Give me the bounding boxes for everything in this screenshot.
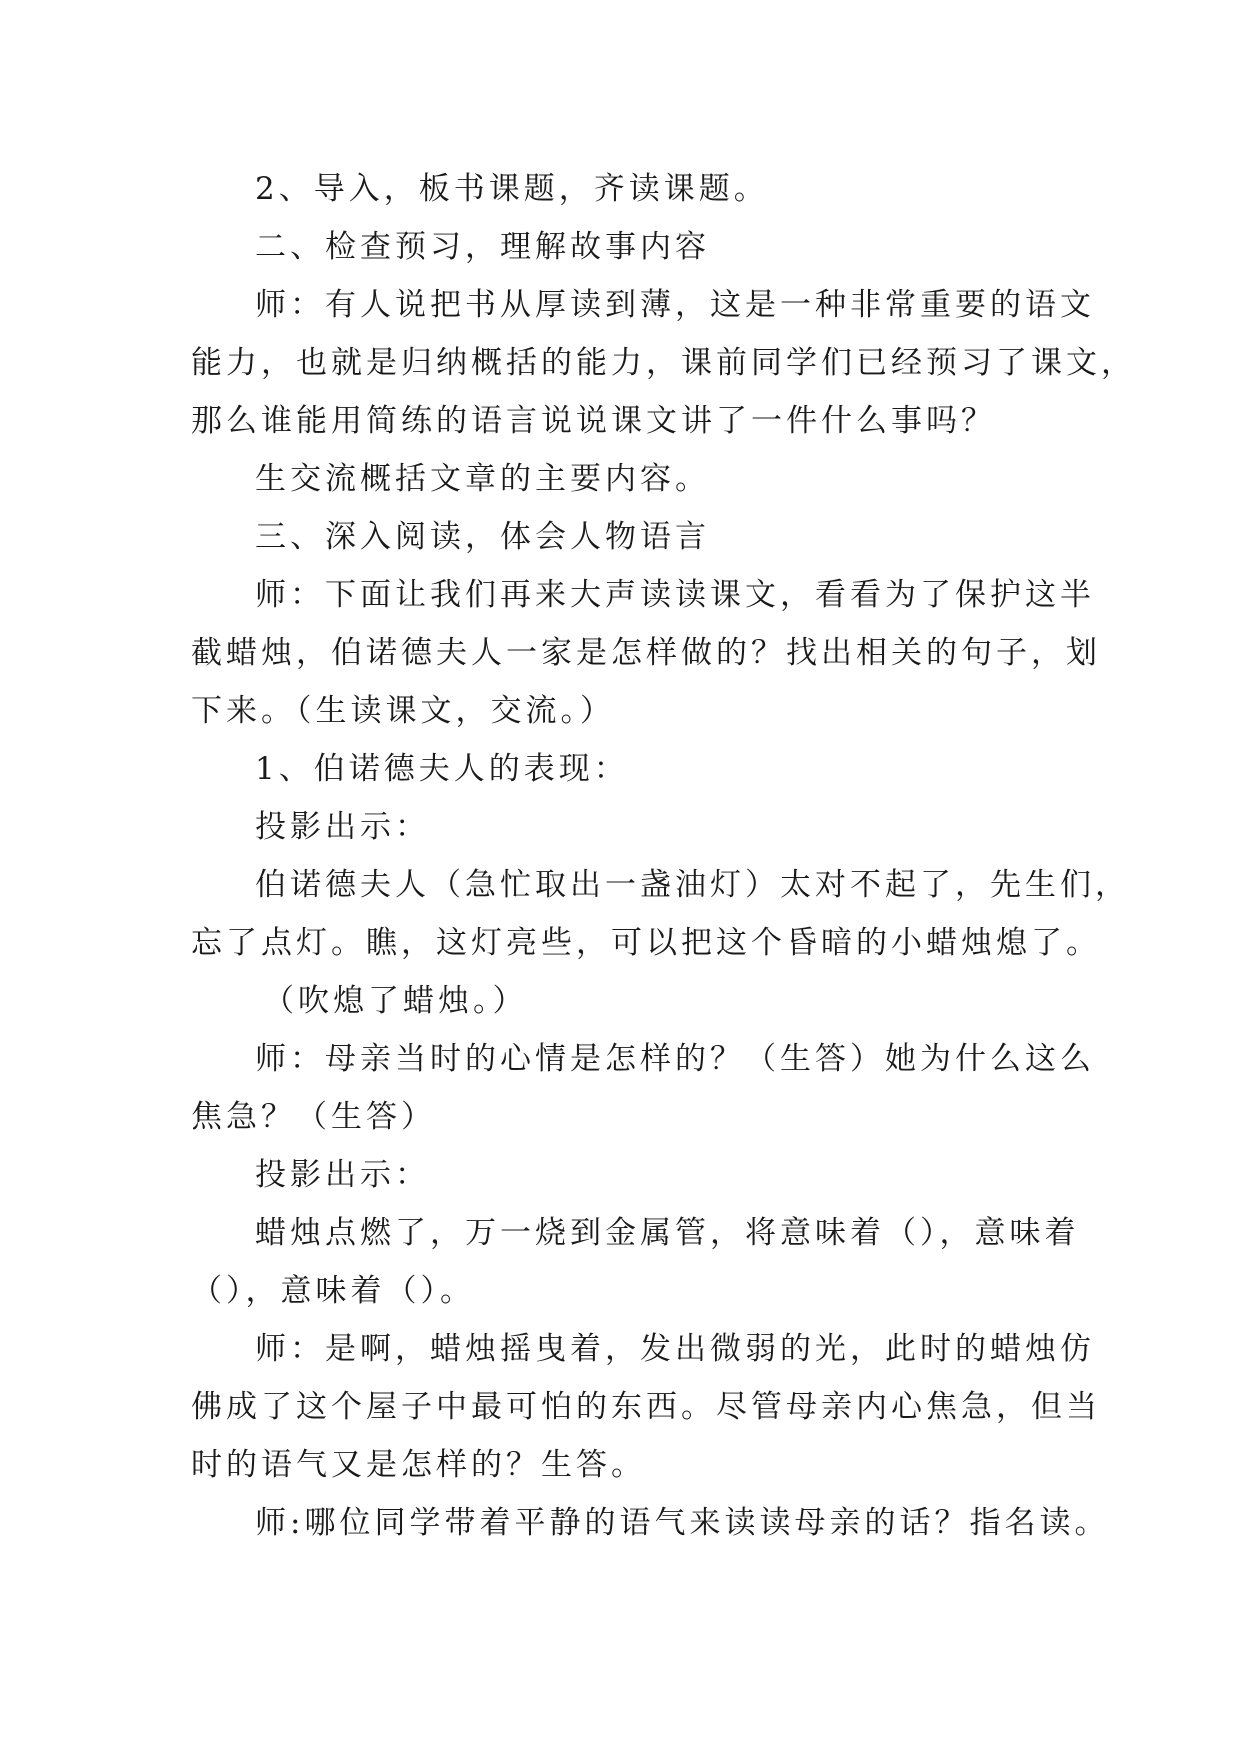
quote-line: （吹熄了蜡烛。） bbox=[263, 983, 528, 1019]
document-body bbox=[191, 160, 1136, 1552]
quote-line: 忘了点灯。瞧，这灯亮些，可以把这个昏暗的小蜡烛熄了。 bbox=[191, 925, 1101, 961]
text-line: 师：下面让我们再来大声读读课文，看看为了保护这半 bbox=[255, 577, 1095, 613]
text-line: 那么谁能用简练的语言说说课文讲了一件什么事吗？ bbox=[191, 403, 996, 439]
text-line: 能力，也就是归纳概括的能力，课前同学们已经预习了课文， bbox=[191, 345, 1136, 381]
section-heading: 二、检查预习，理解故事内容 bbox=[255, 229, 710, 265]
text-line: 佛成了这个屋子中最可怕的东西。尽管母亲内心焦急，但当 bbox=[191, 1389, 1101, 1425]
text-line: 师：是啊，蜡烛摇曳着，发出微弱的光，此时的蜡烛仿 bbox=[255, 1331, 1095, 1367]
text-line: 2、导入，板书课题，齐读课题。 bbox=[255, 171, 769, 207]
text-line: 下来。（生读课文，交流。） bbox=[191, 693, 615, 729]
quote-line: 伯诺德夫人（急忙取出一盏油灯）太对不起了，先生们， bbox=[255, 867, 1130, 903]
quote-line: （），意味着（）。 bbox=[191, 1273, 475, 1309]
text-line: 师：有人说把书从厚读到薄，这是一种非常重要的语文 bbox=[255, 287, 1095, 323]
text-line: 师：母亲当时的心情是怎样的？（生答）她为什么这么 bbox=[255, 1041, 1095, 1077]
text-line: 师:哪位同学带着平静的语气来读读母亲的话？指名读。 bbox=[255, 1505, 1110, 1541]
text-line: 生交流概括文章的主要内容。 bbox=[255, 461, 710, 497]
text-line: 投影出示： bbox=[255, 809, 430, 845]
section-heading: 三、深入阅读，体会人物语言 bbox=[255, 519, 710, 555]
text-line: 1、伯诺德夫人的表现： bbox=[255, 751, 629, 787]
quote-line: 蜡烛点燃了，万一烧到金属管，将意味着（），意味着 bbox=[255, 1215, 1080, 1251]
text-line: 焦急？（生答） bbox=[191, 1099, 436, 1135]
text-line: 截蜡烛，伯诺德夫人一家是怎样做的？找出相关的句子，划 bbox=[191, 635, 1101, 671]
text-line: 时的语气又是怎样的？生答。 bbox=[191, 1447, 646, 1483]
text-line: 投影出示： bbox=[255, 1157, 430, 1193]
